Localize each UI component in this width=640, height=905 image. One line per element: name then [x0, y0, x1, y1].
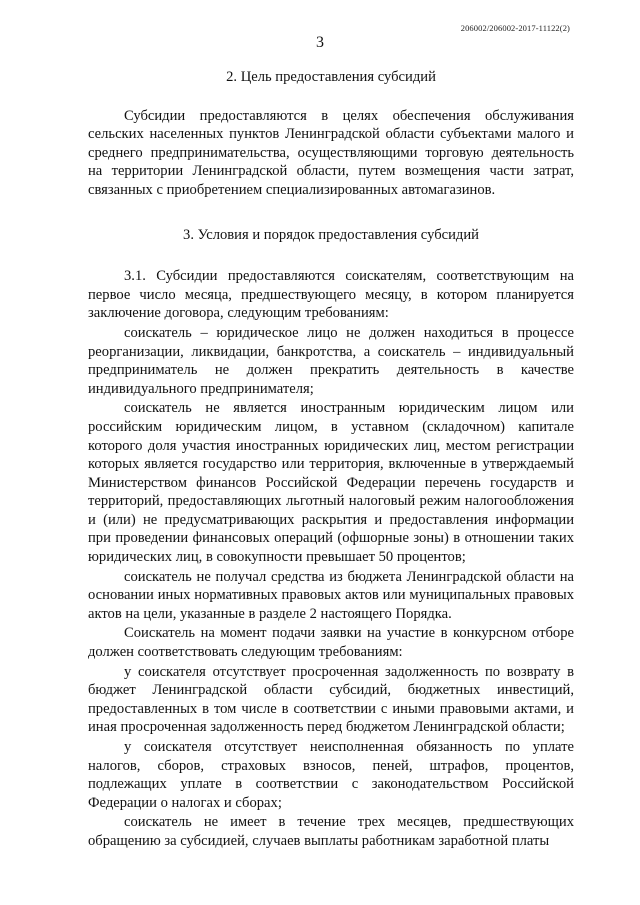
paragraph: 3.1. Субсидии предоставляются соискателям, соответствующим на первое число месяца, предшествующего месяцу, в котором планируется заключение договора, следующим требованиям: [88, 268, 574, 322]
document-id: 206002/206002-2017-11122(2) [460, 23, 570, 33]
paragraph: Субсидии предоставляются в целях обеспечения обслуживания сельских населенных пунктов Ленинградской области субъектами малого и среднего предпринимательства, осуществляющими торговую деятельность на территории Ленинградской области, путем возмещения части затрат, связанных с приобретением специализированных автомагазинов. [88, 107, 574, 198]
page-number: 3 [316, 34, 324, 51]
paragraph: у соискателя отсутствует просроченная задолженность по возврату в бюджет Ленинградской области субсидий, бюджетных инвестиций, предоставленных в том числе в соответствии с иными правовыми актами, и иная просроченная задолженность перед бюджетом Ленинградской области; [88, 663, 574, 736]
paragraph: соискатель – юридическое лицо не должен находиться в процессе реорганизации, ликвидации, банкротства, а соискатель – индивидуальный предприниматель не должен прекратить деятельность в качестве индивидуального предпринимателя; [88, 324, 574, 397]
paragraph: соискатель не является иностранным юридическим лицом или российским юридическим лицом, в уставном (складочном) капитале которого доля участия иностранных юридических лиц, местом регистрации которых является государство или территория, включенные в утверждаемый Министерством финансов Российской Федерации перечень государств и территорий, предоставляющих льготный налоговый режим налогообложения и (или) не предусматривающих раскрытия и предоставления информации при проведении финансовых операций (офшорные зоны) в отношении таких юридических лиц, в совокупности превышает 50 процентов; [88, 400, 574, 566]
section-heading: 3. Условия и порядок предоставления субсидий [183, 226, 479, 243]
paragraph: у соискателя отсутствует неисполненная обязанность по уплате налогов, сборов, страховых взносов, пеней, штрафов, процентов, подлежащих уплате в соответствии с законодательством Российской Федерации о налогах и сборах; [88, 739, 574, 811]
section-3-body [88, 267, 574, 850]
document-body [88, 68, 574, 851]
section-2-body [88, 107, 574, 200]
paragraph: соискатель не имеет в течение трех месяцев, предшествующих обращению за субсидией, случаев выплаты работникам заработной платы [88, 814, 574, 849]
paragraph: Соискатель на момент подачи заявки на участие в конкурсном отборе должен соответствовать следующим требованиям: [88, 625, 574, 661]
paragraph: соискатель не получал средства из бюджета Ленинградской области на основании иных нормативных правовых актов или муниципальных правовых актов на цели, указанные в разделе 2 настоящего Порядка. [88, 568, 574, 622]
section-heading: 2. Цель предоставления субсидий [226, 69, 436, 85]
